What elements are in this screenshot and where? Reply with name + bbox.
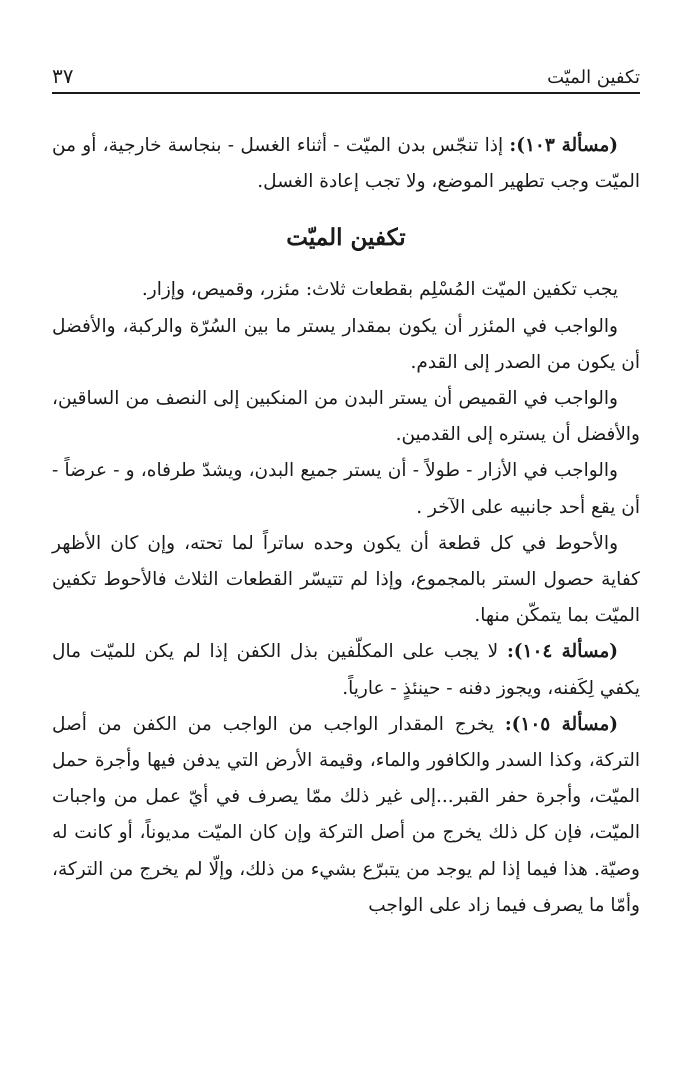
paragraph-qamis: والواجب في القميص أن يستر البدن من المنكبين إلى النصف من الساقين، والأفضل أن يستره إلى القدمين. <box>52 388 640 446</box>
running-header <box>52 58 640 94</box>
masala-105-text: يخرج المقدار الواجب من الواجب من الكفن من أصل التركة، وكذا السدر والكافور والماء، وقيمة الأرض التي يدفن فيها وأجرة حمل الميّت، وأجرة حفر القبر...إلى غير ذلك ممّا يصرف في أيّ عمل من واجبات الميّت، فإن كل ذلك يخرج من أصل التركة وإن كان الميّت مديوناً، أو كانت له وصيّة. هذا فيما إذا لم يوجد من يتبرّع بشيء من ذلك، وإلّا لم يخرج من التركة، وأمّا ما يصرف فيما زاد على الواجب <box>52 713 640 916</box>
paragraph-shroud-pieces: يجب تكفين الميّت المُسْلِم بقطعات ثلاث: مئزر، وقميص، وإزار. <box>141 279 618 301</box>
masala-104-text: لا يجب على المكلّفين بذل الكفن إذا لم يكن للميّت مال يكفي لِكَفنه، ويجوز دفنه - حينئذٍ - عارياً. <box>52 641 640 699</box>
paragraph-mizar: والواجب في المئزر أن يكون بمقدار يستر ما بين السُرّة والركبة، والأفضل أن يكون من الصدر إلى القدم. <box>52 315 640 373</box>
masala-104-label: (مسألة ١٠٤): <box>506 641 618 663</box>
section-title: تكفين الميّت <box>286 224 406 252</box>
paragraph-masala-103 <box>52 128 640 200</box>
masala-103-label: (مسألة ١٠٣): <box>509 135 618 156</box>
header-title: تكفين الميّت <box>547 67 640 88</box>
page-number: ٣٧ <box>52 64 74 88</box>
page-body <box>52 128 640 924</box>
paragraph-masala-105 <box>52 707 640 924</box>
paragraph-precaution: والأحوط في كل قطعة أن يكون وحده ساتراً لما تحته، وإن كان الأظهر كفاية حصول الستر بالمجموع، وإذا لم تتيسّر القطعات الثلاث فالأحوط تكفين الميّت بما يتمكّن منها. <box>52 532 640 627</box>
paragraph-izar: والواجب في الأزار - طولاً - أن يستر جميع البدن، ويشدّ طرفاه، و - عرضاً - أن يقع أحد جانبيه على الآخر . <box>52 460 640 518</box>
paragraph-masala-104 <box>52 634 640 706</box>
masala-103-text: إذا تنجّس بدن الميّت - أثناء الغسل - بنجاسة خارجية، أو من الميّت وجب تطهير الموضع، ولا تجب إعادة الغسل. <box>52 135 640 193</box>
masala-105-label: (مسألة ١٠٥): <box>504 713 618 735</box>
